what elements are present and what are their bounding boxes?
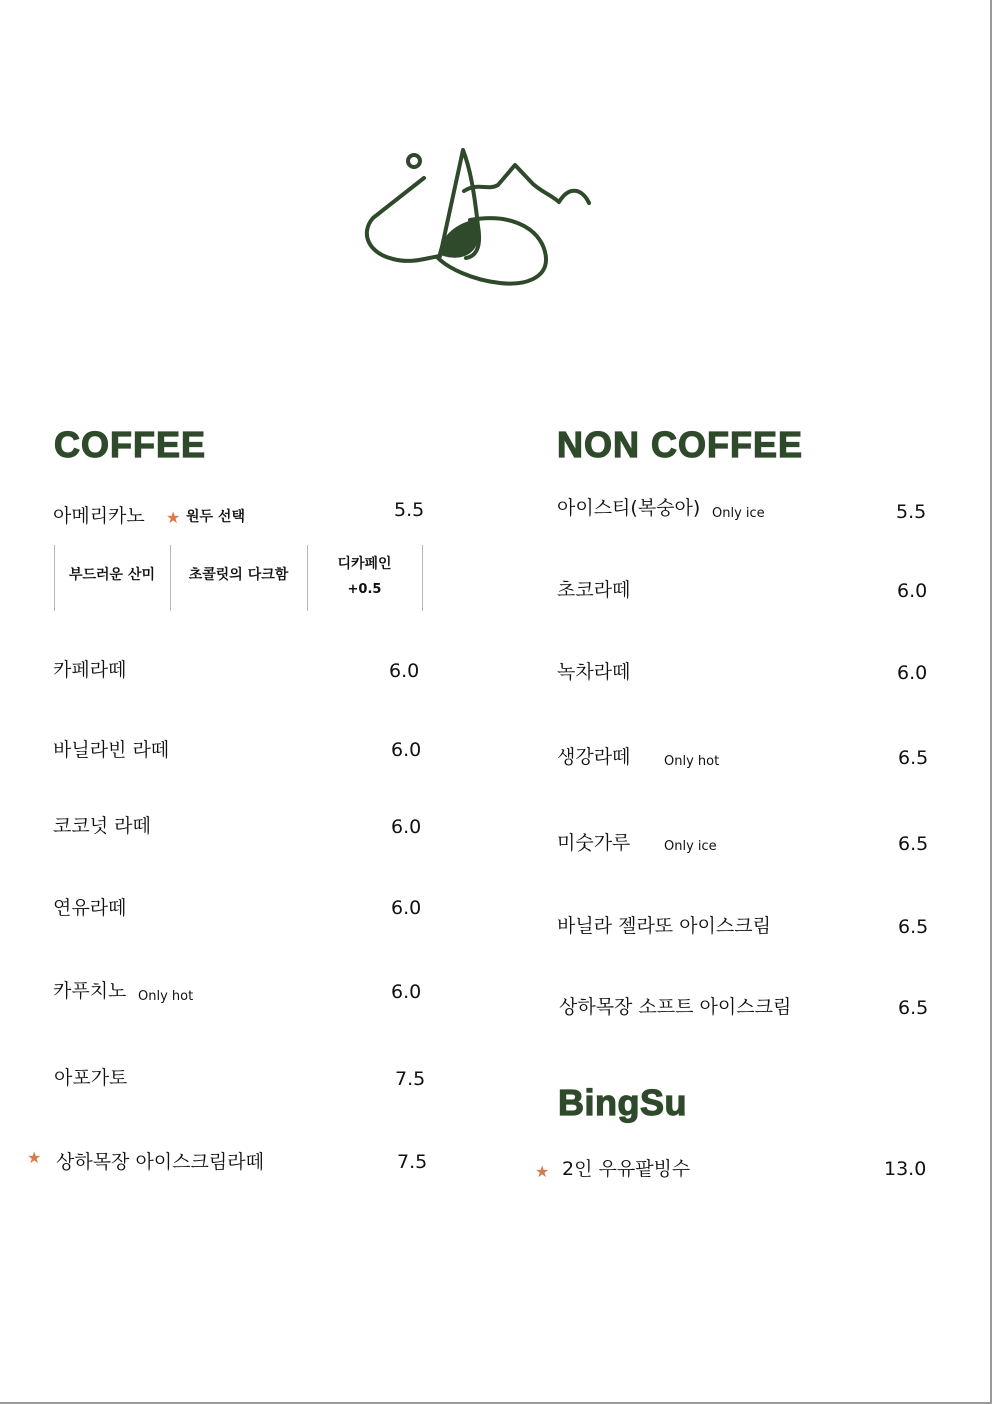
star-icon: ★ — [27, 1148, 42, 1167]
item-name: 연유라떼 — [53, 897, 127, 919]
bean-option-extra: +0.5 — [347, 582, 382, 597]
bean-option-label: 초콜릿의 다크함 — [188, 567, 289, 583]
item-name: 상하목장 소프트 아이스크림 — [559, 996, 792, 1018]
item-name: 아포가토 — [54, 1067, 128, 1089]
item-note: Only hot — [664, 754, 720, 769]
item-name: 미숫가루 — [557, 832, 631, 854]
star-icon: ★ — [166, 508, 181, 527]
item-price: 6.0 — [897, 580, 928, 602]
item-name: 바닐라빈 라떼 — [53, 739, 170, 761]
item-price: 6.0 — [389, 660, 420, 682]
item-name: 카페라떼 — [53, 659, 127, 681]
item-price: 7.5 — [397, 1151, 428, 1173]
item-price: 6.5 — [898, 747, 929, 769]
item-name: 2인 우유팥빙수 — [562, 1158, 691, 1180]
item-price: 6.5 — [898, 997, 929, 1019]
item-name: 생강라떼 — [557, 746, 631, 768]
item-price: 6.0 — [897, 662, 928, 684]
bean-option — [170, 568, 307, 582]
bean-option-label: 디카페인 — [337, 556, 392, 572]
item-price: 5.5 — [896, 501, 927, 523]
item-note: Only ice — [712, 506, 765, 521]
item-name: 카푸치노 — [53, 980, 127, 1002]
item-name: 상하목장 아이스크림라떼 — [56, 1151, 264, 1173]
item-price: 6.0 — [391, 739, 422, 761]
bean-option-label: 부드러운 산미 — [68, 567, 156, 583]
item-note: Only hot — [138, 989, 194, 1004]
item-price: 5.5 — [394, 499, 425, 521]
item-price: 6.5 — [898, 833, 929, 855]
item-note: Only ice — [664, 839, 717, 854]
item-name: 초코라떼 — [557, 579, 631, 601]
coffee-title: COFFEE — [54, 424, 207, 465]
divider — [422, 545, 423, 611]
bean-option — [307, 557, 422, 596]
item-name: 아이스티(복숭아) — [557, 497, 701, 519]
item-price: 6.5 — [898, 916, 929, 938]
mountain-coffee-bean-logo-icon — [360, 140, 600, 295]
item-price: 6.0 — [391, 816, 422, 838]
item-name: 바닐라 젤라또 아이스크림 — [557, 915, 771, 937]
item-price: 7.5 — [395, 1068, 426, 1090]
bean-select-note: 원두 선택 — [186, 509, 245, 525]
item-name: 녹차라떼 — [557, 661, 631, 683]
item-name: 코코넛 라떼 — [53, 815, 151, 837]
item-name: 아메리카노 — [53, 505, 145, 527]
item-price: 13.0 — [884, 1158, 927, 1180]
item-price: 6.0 — [391, 981, 422, 1003]
bean-option — [54, 568, 170, 582]
item-price: 6.0 — [391, 897, 422, 919]
star-icon: ★ — [535, 1162, 550, 1181]
non-coffee-title: NON COFFEE — [557, 424, 804, 465]
bingsu-title: BingSu — [558, 1082, 687, 1123]
